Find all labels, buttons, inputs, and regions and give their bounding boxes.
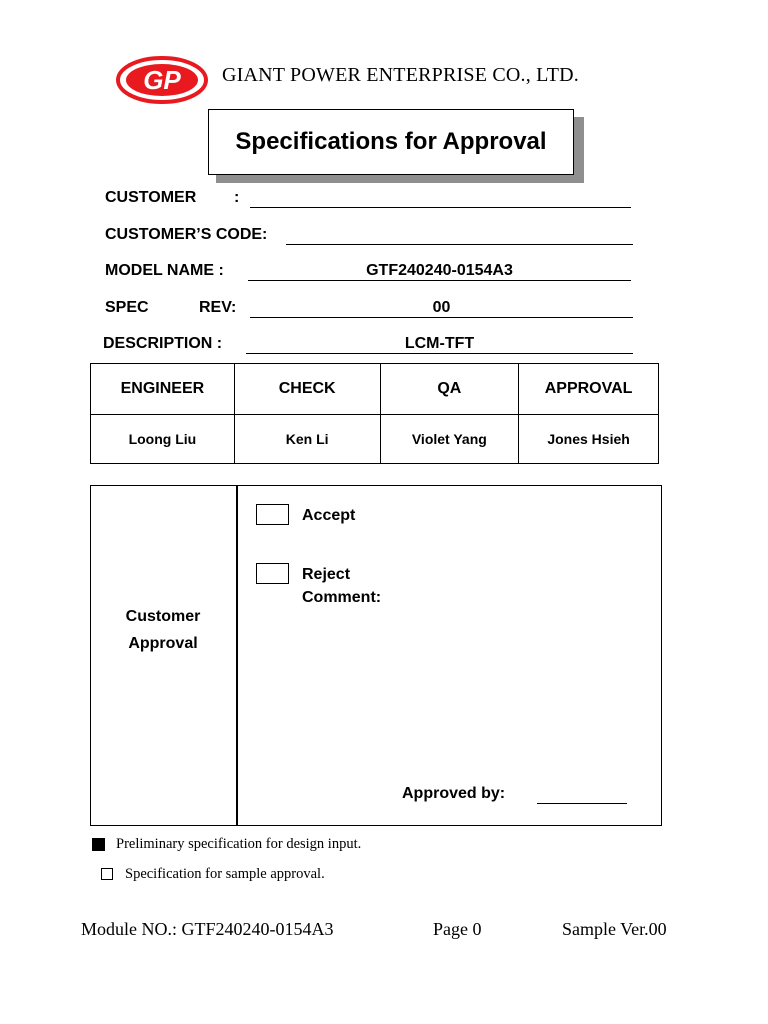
approval-header: APPROVAL bbox=[519, 364, 659, 415]
module-number: Module NO.: GTF240240-0154A3 bbox=[81, 919, 334, 939]
rev-label: REV: bbox=[199, 299, 237, 316]
sample-note: Specification for sample approval. bbox=[125, 866, 325, 882]
comment-label: Comment: bbox=[302, 589, 382, 606]
rev-field[interactable]: 00 bbox=[250, 299, 633, 318]
check-name: Ken Li bbox=[234, 415, 380, 464]
customer-colon: : bbox=[234, 189, 240, 206]
approval-name: Jones Hsieh bbox=[519, 415, 659, 464]
customers-code-field[interactable] bbox=[286, 226, 633, 245]
customers-code-label: CUSTOMER’S CODE: bbox=[105, 226, 268, 243]
customer-field[interactable] bbox=[250, 189, 631, 208]
qa-name: Violet Yang bbox=[380, 415, 519, 464]
title-box bbox=[208, 109, 574, 175]
customer-approval-divider bbox=[236, 485, 238, 826]
company-logo bbox=[116, 56, 208, 104]
engineer-header: ENGINEER bbox=[91, 364, 235, 415]
accept-label: Accept bbox=[302, 507, 356, 524]
page-number: Page 0 bbox=[433, 919, 482, 939]
preliminary-note: Preliminary specification for design input. bbox=[116, 836, 362, 852]
description-label: DESCRIPTION : bbox=[103, 335, 223, 352]
signoff-header-row bbox=[91, 364, 659, 415]
accept-checkbox[interactable] bbox=[256, 504, 289, 525]
signoff-names-row bbox=[91, 415, 659, 464]
customer-approval-label bbox=[90, 603, 236, 657]
customer-approval-label-line1: Customer bbox=[125, 608, 201, 625]
description-field[interactable]: LCM-TFT bbox=[246, 335, 633, 354]
sample-checkbox-empty[interactable] bbox=[101, 868, 113, 880]
customer-label: CUSTOMER bbox=[105, 189, 197, 206]
customer-approval-label-line2: Approval bbox=[128, 635, 198, 652]
reject-checkbox[interactable] bbox=[256, 563, 289, 584]
qa-header: QA bbox=[380, 364, 519, 415]
preliminary-checkbox-filled[interactable] bbox=[92, 838, 105, 851]
sample-version: Sample Ver.00 bbox=[562, 919, 667, 939]
company-name: GIANT POWER ENTERPRISE CO., LTD. bbox=[222, 64, 579, 86]
check-header: CHECK bbox=[234, 364, 380, 415]
page-title: Specifications for Approval bbox=[235, 128, 547, 155]
reject-label: Reject bbox=[302, 566, 351, 583]
approved-by-field[interactable] bbox=[537, 785, 627, 804]
logo-lettering: GP bbox=[143, 65, 181, 95]
signoff-table bbox=[90, 363, 659, 464]
spec-label: SPEC bbox=[105, 299, 149, 316]
model-name-label: MODEL NAME : bbox=[105, 262, 224, 279]
approved-by-label: Approved by: bbox=[402, 785, 506, 802]
engineer-name: Loong Liu bbox=[91, 415, 235, 464]
model-name-field[interactable]: GTF240240-0154A3 bbox=[248, 262, 631, 281]
